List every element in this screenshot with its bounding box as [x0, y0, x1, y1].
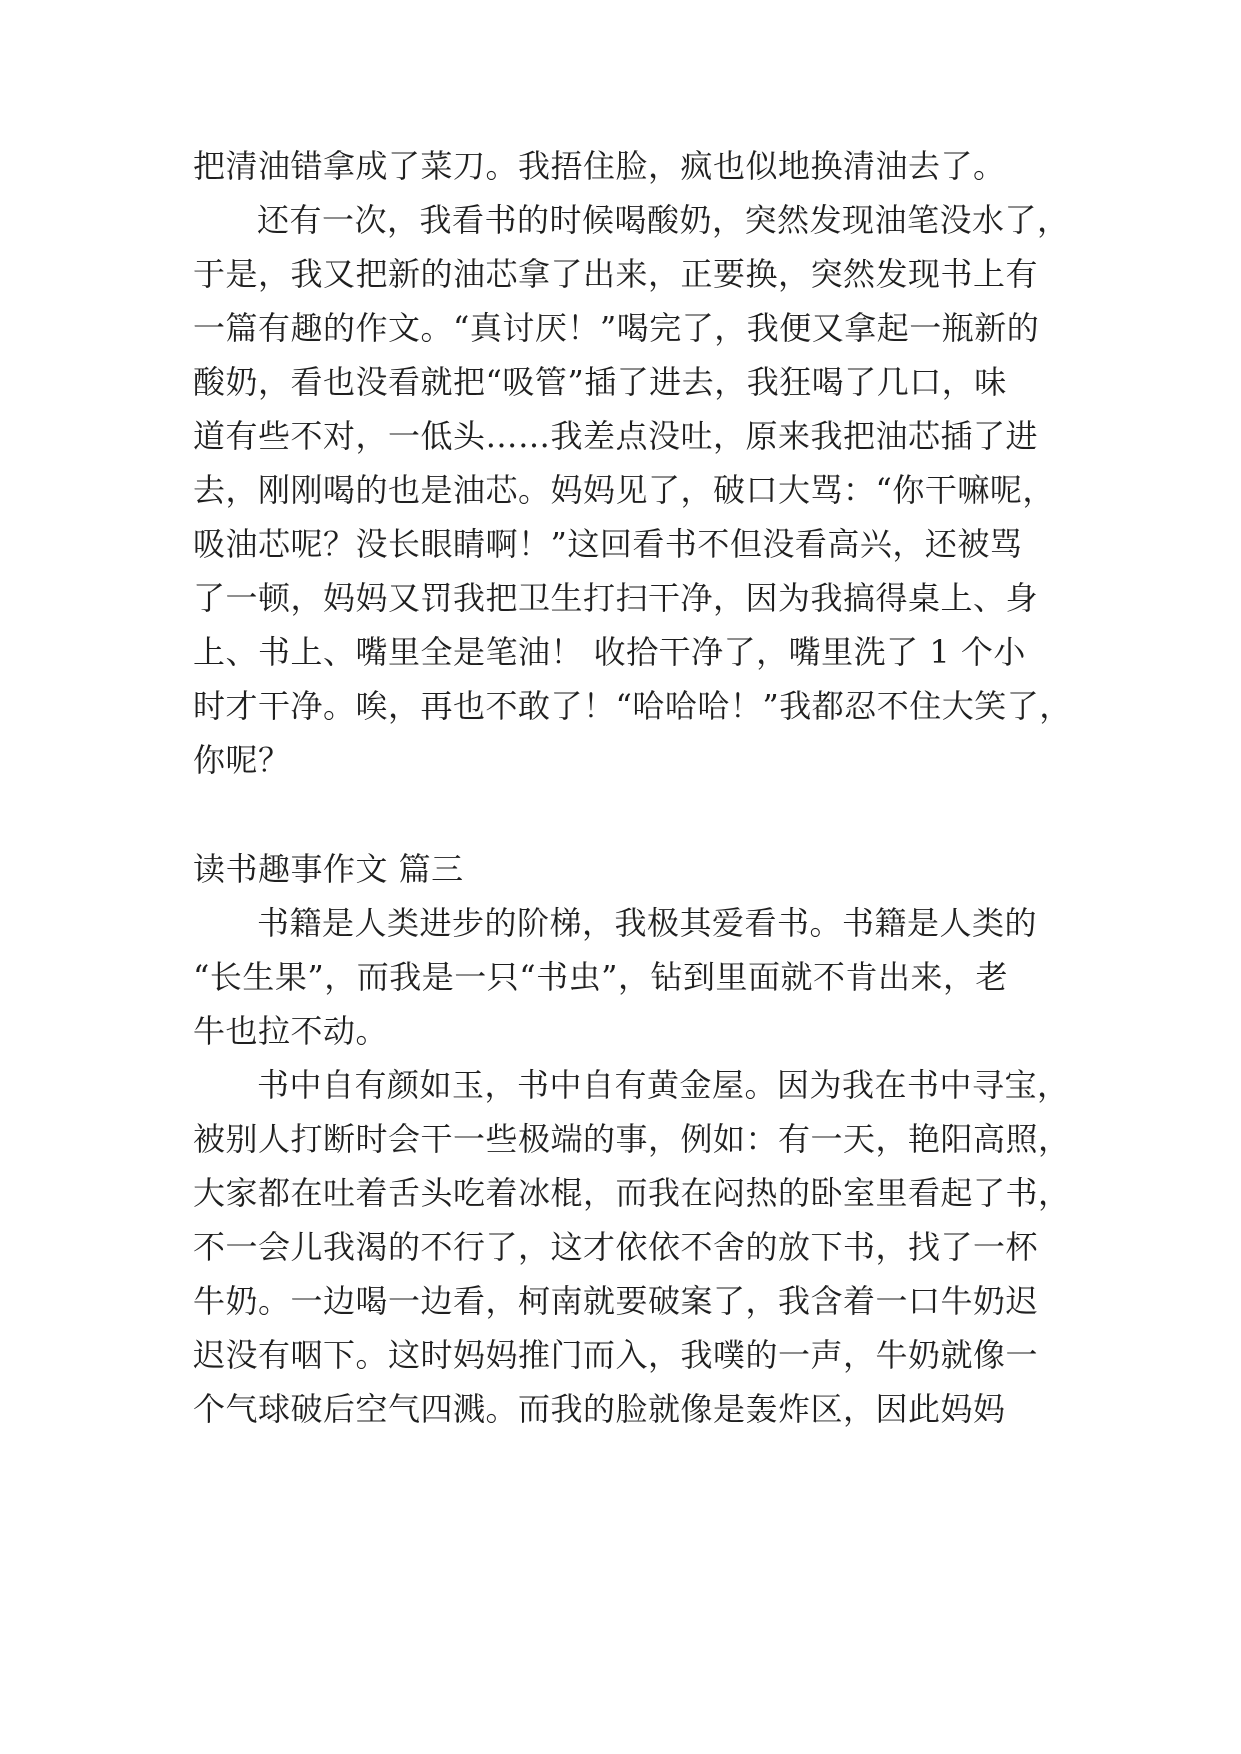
- paragraph-line: 被别人打断时会干一些极端的事，例如：有一天，艳阳高照，: [193, 1120, 1071, 1158]
- paragraph-line: 不一会儿我渴的不行了，这才依依不舍的放下书，找了一杯: [193, 1228, 1039, 1266]
- section-heading: 读书趣事作文 篇三: [193, 850, 464, 888]
- paragraph-line: 迟没有咽下。这时妈妈推门而入，我噗的一声，牛奶就像一: [193, 1336, 1039, 1374]
- paragraph-line: 书籍是人类进步的阶梯，我极其爱看书。书籍是人类的: [257, 904, 1038, 942]
- paragraph-line: 书中自有颜如玉，书中自有黄金屋。因为我在书中寻宝，: [257, 1066, 1070, 1104]
- paragraph-line: “长生果”，而我是一只“书虫”，钻到里面就不肯出来，老: [193, 958, 1008, 996]
- paragraph-line: 牛奶。一边喝一边看，柯南就要破案了，我含着一口牛奶迟: [193, 1282, 1039, 1320]
- paragraph-line: 酸奶，看也没看就把“吸管”插了进去，我狂喝了几口，味: [193, 363, 1007, 401]
- paragraph-line: 还有一次，我看书的时候喝酸奶，突然发现油笔没水了，: [257, 201, 1070, 239]
- paragraph-line: 大家都在吐着舌头吃着冰棍，而我在闷热的卧室里看起了书，: [193, 1174, 1071, 1212]
- paragraph-line: 你呢？: [193, 741, 291, 779]
- paragraph-line: 道有些不对，一低头……我差点没吐，原来我把油芯插了进: [193, 417, 1039, 455]
- paragraph-line: 了一顿，妈妈又罚我把卫生打扫干净，因为我搞得桌上、身: [193, 579, 1039, 617]
- paragraph-line: 牛也拉不动。: [193, 1012, 389, 1050]
- paragraph-line: 吸油芯呢？没长眼睛啊！”这回看书不但没看高兴，还被骂: [193, 525, 1023, 563]
- paragraph-line: 于是，我又把新的油芯拿了出来，正要换，突然发现书上有: [193, 255, 1039, 293]
- paragraph-line: 一篇有趣的作文。“真讨厌！”喝完了，我便又拿起一瓶新的: [193, 309, 1040, 347]
- paragraph-line: 把清油错拿成了菜刀。我捂住脸，疯也似地换清油去了。: [193, 147, 1006, 185]
- paragraph-line: 时才干净。唉，再也不敢了！“哈哈哈！”我都忍不住大笑了，: [193, 687, 1072, 725]
- paragraph-line: 上、书上、嘴里全是笔油！ 收拾干净了，嘴里洗了 1 个小: [193, 633, 1026, 671]
- paragraph-line: 去，刚刚喝的也是油芯。妈妈见了，破口大骂：“你干嘛呢，: [193, 471, 1055, 509]
- paragraph-line: 个气球破后空气四溅。而我的脸就像是轰炸区，因此妈妈: [193, 1390, 1006, 1428]
